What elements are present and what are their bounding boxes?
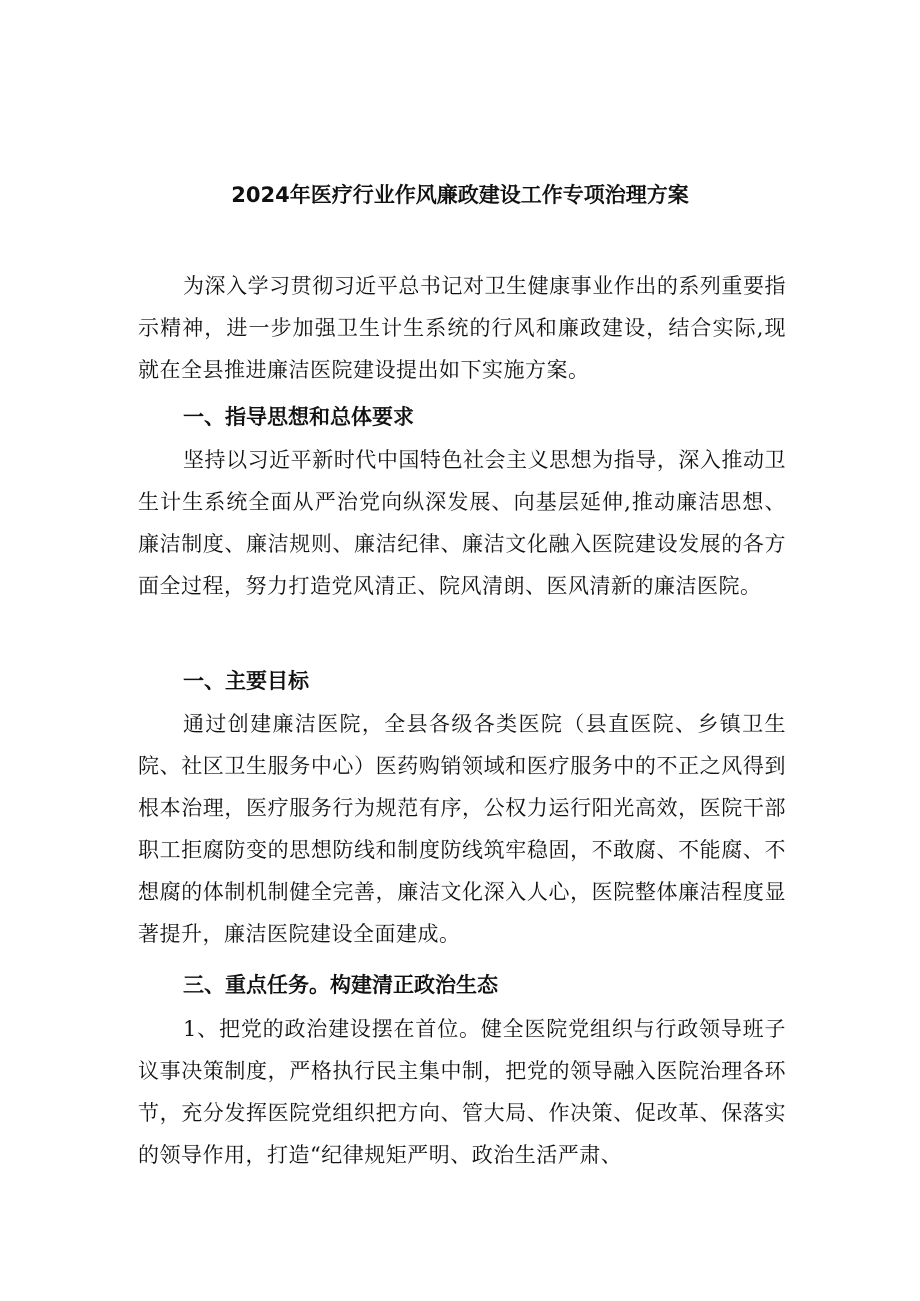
section-heading-guiding-ideology: 一、指导思想和总体要求: [183, 405, 414, 429]
key-task-item-1-paragraph: 1、把党的政治建设摆在首位。健全医院党组织与行政领导班子议事决策制度，严格执行民主集中制，把党的领导融入医院治理各环节，充分发挥医院党组织把方向、管大局、作决策、促改革、保落实的领导作用，打造“纪律规矩严明、政治生活严肃、: [138, 1017, 786, 1167]
main-goals-paragraph: 通过创建廉洁医院，全县各级各类医院（县直医院、乡镇卫生院、社区卫生服务中心）医药购销领域和医疗服务中的不正之风得到根本治理，医疗服务行为规范有序，公权力运行阳光高效，医院干部职工拒腐防变的思想防线和制度防线筑牢稳固，不敢腐、不能腐、不想腐的体制机制健全完善，廉洁文化深入人心，医院整体廉洁程度显著提升，廉洁医院建设全面建成。: [138, 712, 786, 946]
intro-paragraph: 为深入学习贯彻习近平总书记对卫生健康事业作出的系列重要指示精神，进一步加强卫生计生系统的行风和廉政建设，结合实际,现就在全县推进廉洁医院建设提出如下实施方案。: [138, 274, 786, 382]
section-heading-main-goals: 一、主要目标: [183, 669, 309, 693]
guiding-ideology-paragraph: 坚持以习近平新时代中国特色社会主义思想为指导，深入推动卫生计生系统全面从严治党向纵深发展、向基层延伸,推动廉洁思想、廉洁制度、廉洁规则、廉洁纪律、廉洁文化融入医院建设发展的各方面全过程，努力打造党风清正、院风清朗、医风清新的廉洁医院。: [138, 448, 786, 598]
document-title: 2024年医疗行业作风廉政建设工作专项治理方案: [231, 183, 689, 207]
section-heading-key-tasks: 三、重点任务。构建清正政治生态: [183, 973, 498, 997]
